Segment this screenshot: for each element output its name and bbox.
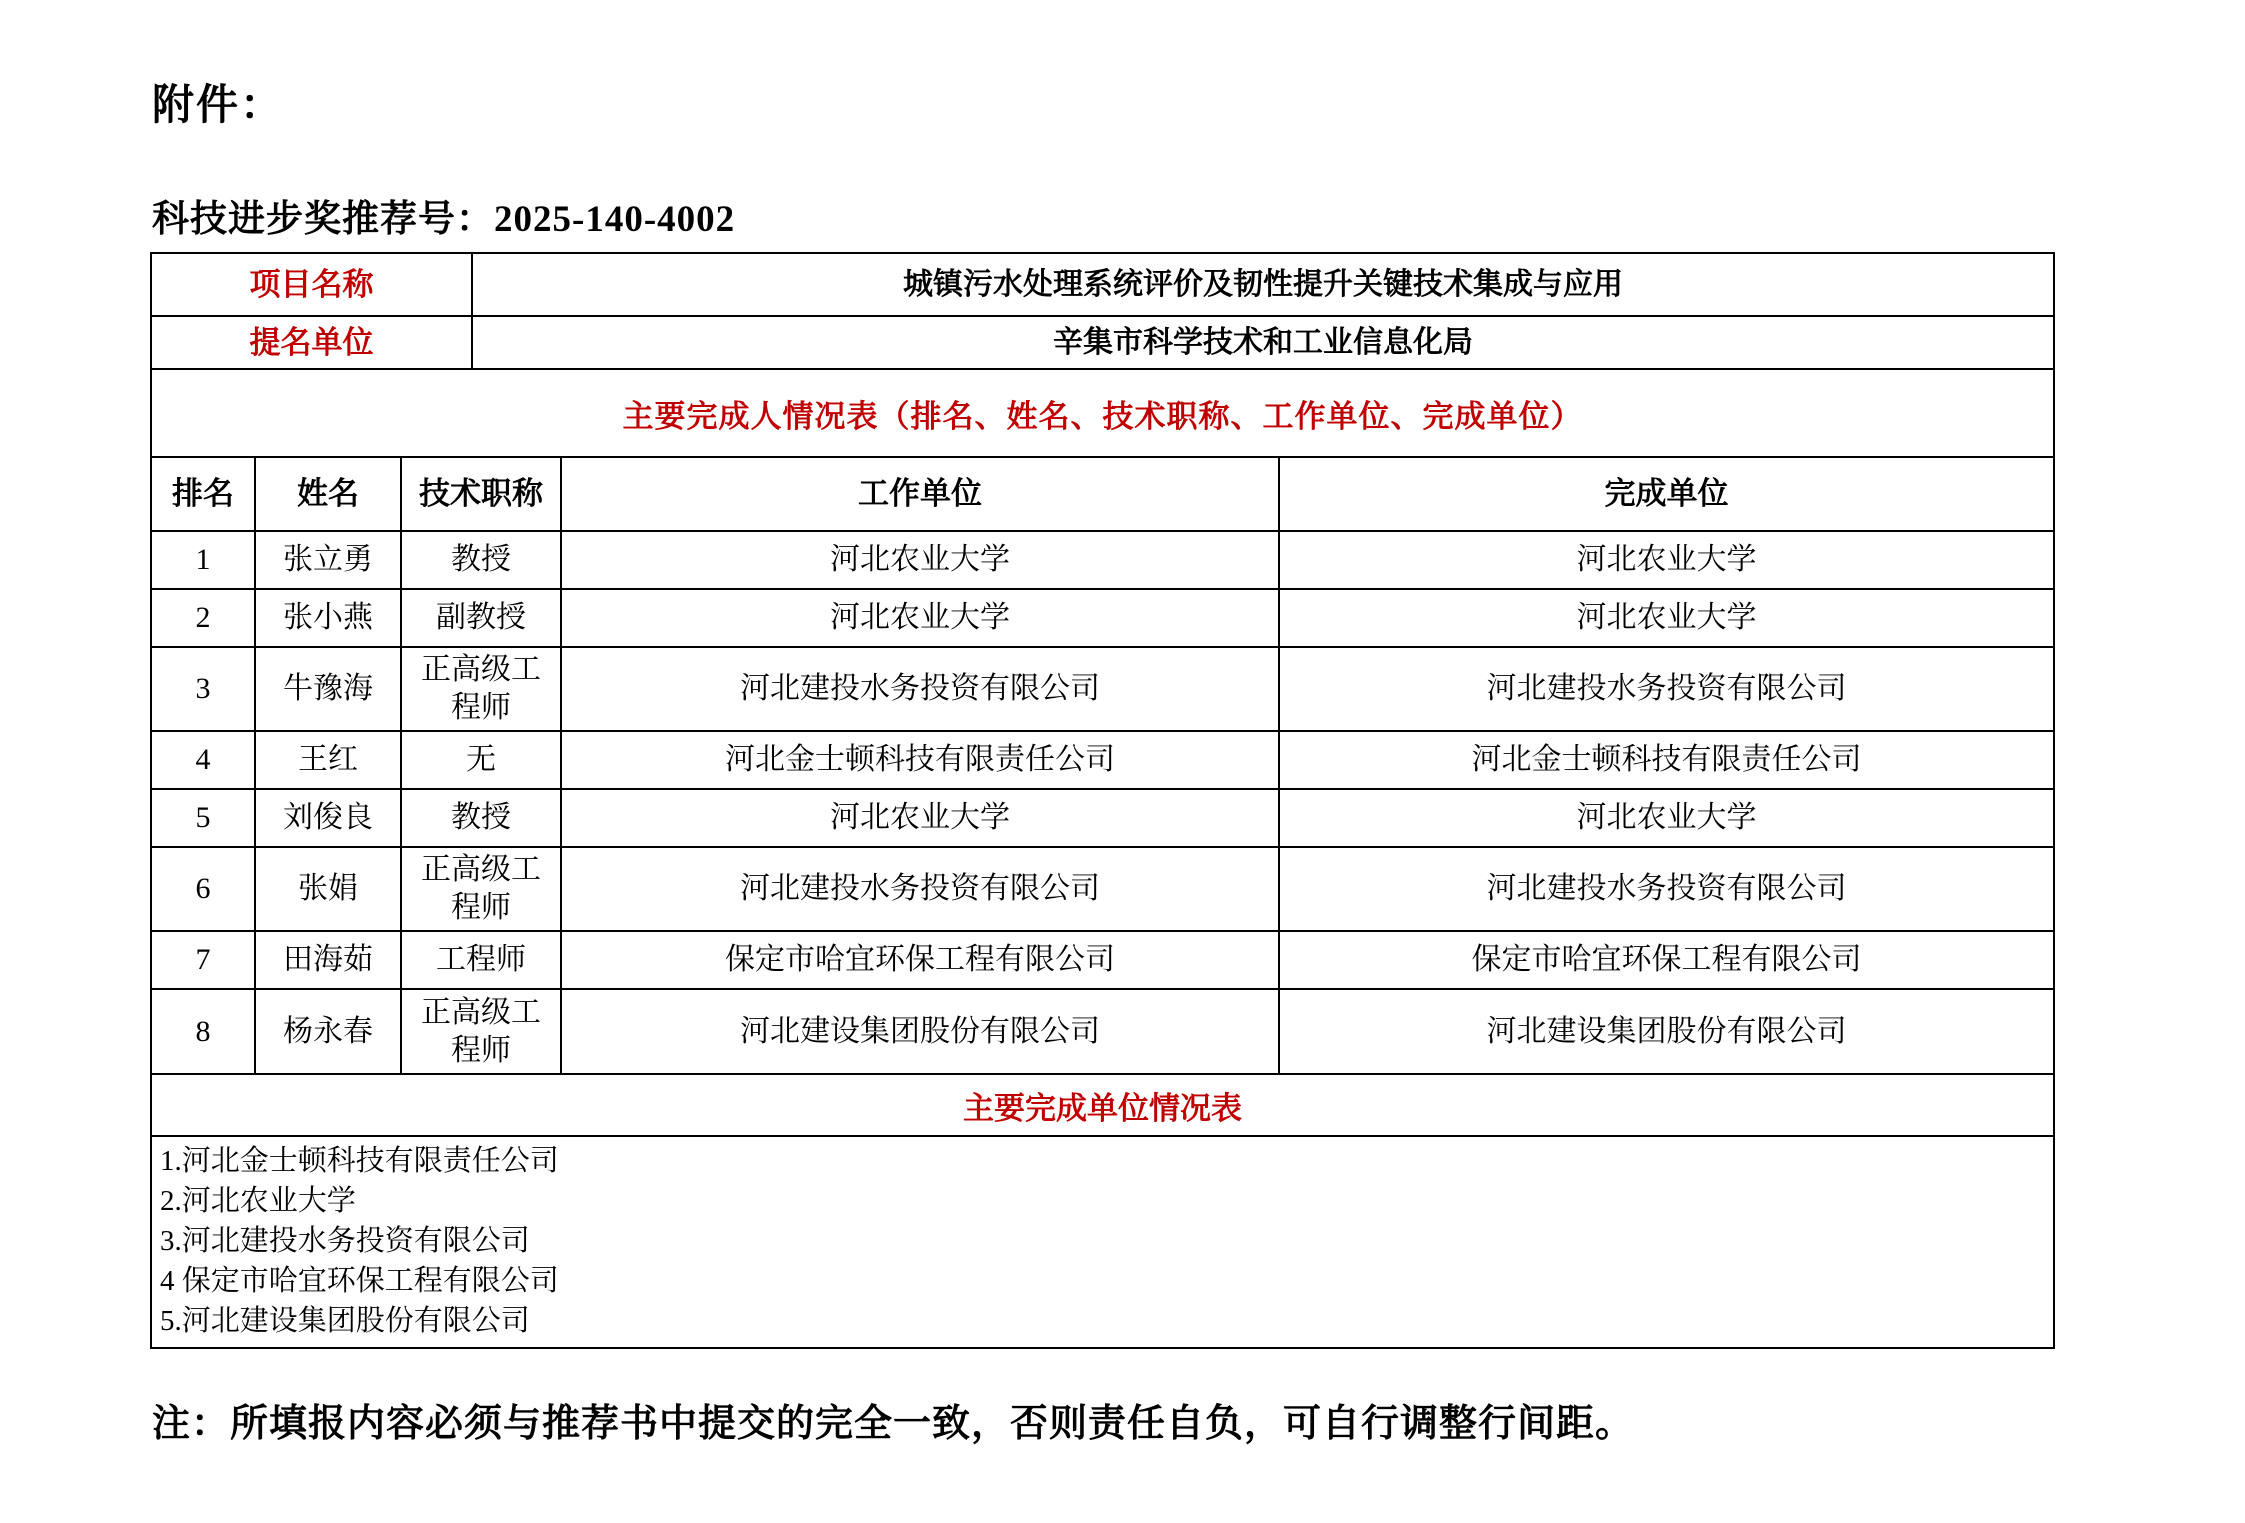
col-header-title: 技术职称 — [401, 457, 561, 531]
contributors-section-title: 主要完成人情况表（排名、姓名、技术职称、工作单位、完成单位） — [152, 368, 2053, 456]
cell-work-unit: 河北农业大学 — [561, 589, 1279, 647]
cell-title: 工程师 — [401, 931, 561, 989]
cell-rank: 4 — [152, 731, 255, 789]
cell-completing-unit: 河北建设集团股份有限公司 — [1279, 989, 2053, 1073]
cell-title: 正高级工程师 — [401, 847, 561, 931]
cell-title: 正高级工程师 — [401, 647, 561, 731]
cell-name: 张立勇 — [255, 531, 401, 589]
table-row — [152, 589, 2053, 647]
nominator-row — [152, 316, 2053, 368]
nominator-value: 辛集市科学技术和工业信息化局 — [472, 316, 2053, 368]
cell-completing-unit: 河北农业大学 — [1279, 589, 2053, 647]
cell-name: 张小燕 — [255, 589, 401, 647]
cell-work-unit: 河北农业大学 — [561, 789, 1279, 847]
cell-completing-unit: 河北农业大学 — [1279, 789, 2053, 847]
cell-rank: 6 — [152, 847, 255, 931]
cell-rank: 1 — [152, 531, 255, 589]
cell-title: 教授 — [401, 531, 561, 589]
table-row — [152, 789, 2053, 847]
table-row — [152, 931, 2053, 989]
cell-name: 刘俊良 — [255, 789, 401, 847]
list-item: 2.河北农业大学 — [160, 1185, 356, 1217]
col-header-rank: 排名 — [152, 457, 255, 531]
cell-work-unit: 保定市哈宜环保工程有限公司 — [561, 931, 1279, 989]
recommendation-number: 2025-140-4002 — [494, 199, 736, 240]
cell-rank: 3 — [152, 647, 255, 731]
cell-title: 教授 — [401, 789, 561, 847]
cell-name: 牛豫海 — [255, 647, 401, 731]
cell-name: 田海茹 — [255, 931, 401, 989]
table-row — [152, 731, 2053, 789]
cell-rank: 2 — [152, 589, 255, 647]
col-header-completing-unit: 完成单位 — [1279, 457, 2053, 531]
col-header-work-unit: 工作单位 — [561, 457, 1279, 531]
cell-completing-unit: 保定市哈宜环保工程有限公司 — [1279, 931, 2053, 989]
contributors-table — [152, 456, 2053, 1073]
cell-completing-unit: 河北金士顿科技有限责任公司 — [1279, 731, 2053, 789]
table-row — [152, 531, 2053, 589]
attachment-label: 附件： — [152, 80, 285, 129]
cell-title: 无 — [401, 731, 561, 789]
cell-work-unit: 河北农业大学 — [561, 531, 1279, 589]
list-item: 3.河北建投水务投资有限公司 — [160, 1225, 530, 1257]
completing-units-list — [152, 1135, 2053, 1347]
list-item: 1.河北金士顿科技有限责任公司 — [160, 1145, 559, 1177]
list-item: 5.河北建设集团股份有限公司 — [160, 1305, 530, 1337]
list-item: 4 保定市哈宜环保工程有限公司 — [160, 1265, 559, 1297]
cell-completing-unit: 河北建投水务投资有限公司 — [1279, 647, 2053, 731]
table-row — [152, 647, 2053, 731]
recommendation-line — [152, 188, 735, 242]
project-info-table — [152, 254, 2053, 368]
table-row — [152, 847, 2053, 931]
cell-title: 副教授 — [401, 589, 561, 647]
project-name-value: 城镇污水处理系统评价及韧性提升关键技术集成与应用 — [472, 254, 2053, 316]
table-row — [152, 989, 2053, 1073]
contributors-body — [152, 531, 2053, 1073]
recommendation-label: 科技进步奖推荐号： — [152, 199, 494, 240]
cell-title: 正高级工程师 — [401, 989, 561, 1073]
cell-name: 张娟 — [255, 847, 401, 931]
cell-completing-unit: 河北农业大学 — [1279, 531, 2053, 589]
footer-note: 注：所填报内容必须与推荐书中提交的完全一致，否则责任自负，可自行调整行间距。 — [152, 1403, 1635, 1445]
cell-name: 王红 — [255, 731, 401, 789]
project-name-row — [152, 254, 2053, 316]
cell-rank: 8 — [152, 989, 255, 1073]
cell-rank: 5 — [152, 789, 255, 847]
cell-name: 杨永春 — [255, 989, 401, 1073]
col-header-name: 姓名 — [255, 457, 401, 531]
cell-work-unit: 河北建投水务投资有限公司 — [561, 647, 1279, 731]
award-table — [150, 252, 2055, 1349]
cell-work-unit: 河北建投水务投资有限公司 — [561, 847, 1279, 931]
contributors-header-row — [152, 457, 2053, 531]
cell-work-unit: 河北建设集团股份有限公司 — [561, 989, 1279, 1073]
cell-work-unit: 河北金士顿科技有限责任公司 — [561, 731, 1279, 789]
cell-completing-unit: 河北建投水务投资有限公司 — [1279, 847, 2053, 931]
nominator-label: 提名单位 — [152, 316, 472, 368]
project-name-label: 项目名称 — [152, 254, 472, 316]
cell-rank: 7 — [152, 931, 255, 989]
units-section-title: 主要完成单位情况表 — [152, 1073, 2053, 1135]
